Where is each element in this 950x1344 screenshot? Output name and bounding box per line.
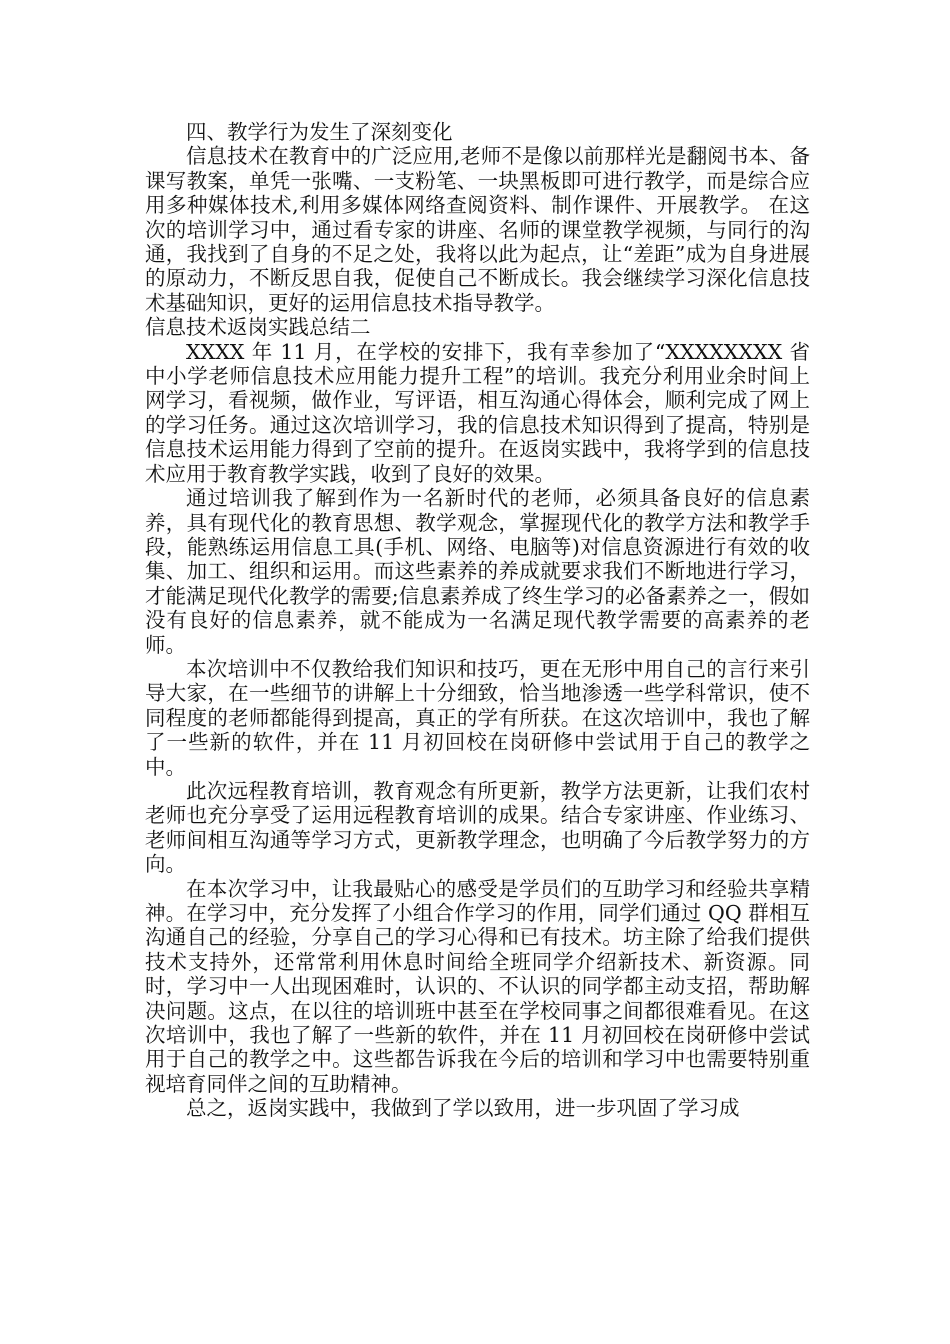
paragraph-teaching-change: 信息技术在教育中的广泛应用,老师不是像以前那样光是翻阅书本、备课写教案，单凭一张嘴、一支粉笔、一块黑板即可进行教学，而是综合应用多种媒体技术,利用多媒体网络查阅资料、制作课件、开展教学。 在这次的培训学习中，通过看专家的讲座、名师的课堂教学视频，与同行的沟通，我找到了自身的不足之处，我将以此为起点，让“差距”成为自身进展的原动力，不断反思自我，促使自己不断成长。我会继续学习深化信息技术基础知识，更好的运用信息技术指导教学。 [145, 144, 810, 315]
paragraph-training-intro: XXXX 年 11 月，在学校的安排下，我有幸参加了“XXXXXXXX 省中小学老师信息技术应用能力提升工程”的培训。我充分利用业余时间上网学习，看视频，做作业，写评语，相互沟通心得体会，顺利完成了网上的学习任务。通过这次培训学习，我的信息技术知识得到了提高，特别是信息技术运用能力得到了空前的提升。在返岗实践中，我将学到的信息技术应用于教育教学实践，收到了良好的效果。 [145, 339, 810, 486]
paragraph-conclusion: 总之，返岗实践中，我做到了学以致用，进一步巩固了学习成 [186, 1096, 740, 1121]
paragraph-information-literacy: 通过培训我了解到作为一名新时代的老师，必须具备良好的信息素养，具有现代化的教育思想、教学观念，掌握现代化的教学方法和教学手段，能熟练运用信息工具(手机、网络、电脑等)对信息资源进行有效的收集、加工、组织和运用。而这些素养的养成就要求我们不断地进行学习，才能满足现代化教学的需要;信息素养成了终生学习的必备素养之一，假如没有良好的信息素养，就不能成为一名满足现代教学需要的高素养的老师。 [145, 486, 810, 657]
section-heading-four: 四、教学行为发生了深刻变化 [186, 120, 453, 144]
paragraph-remote-education: 此次远程教育培训，教育观念有所更新，教学方法更新，让我们农村老师也充分享受了运用远程教育培训的成果。结合专家讲座、作业练习、老师间相互沟通等学习方式，更新教学理念，也明确了今后教学努力的方向。 [145, 778, 810, 877]
section-title-summary-two: 信息技术返岗实践总结二 [145, 315, 371, 340]
paragraph-mutual-help: 在本次学习中，让我最贴心的感受是学员们的互助学习和经验共享精神。在学习中，充分发挥了小组合作学习的作用，同学们通过 QQ 群相互沟通自己的经验，分享自己的学习心得和已有技术。坊主除了给我们提供技术支持外，还常常利用休息时间给全班同学介绍新技术、新资源。同时，学习中一人出现困难时，认识的、不认识的同学都主动支招，帮助解决问题。这点，在以往的培训班中甚至在学校同事之间都很难看见。在这次培训中，我也了解了一些新的软件，并在 11 月初回校在岗研修中尝试用于自己的教学之中。这些都告诉我在今后的培训和学习中也需要特别重视培育同伴之间的互助精神。 [145, 876, 810, 1096]
document-body [145, 120, 810, 1121]
paragraph-training-skills: 本次培训中不仅教给我们知识和技巧，更在无形中用自己的言行来引导大家，在一些细节的讲解上十分细致，恰当地渗透一些学科常识，使不同程度的老师都能得到提高，真正的学有所获。在这次培训中，我也了解了一些新的软件，并在 11 月初回校在岗研修中尝试用于自己的教学之中。 [145, 656, 810, 779]
